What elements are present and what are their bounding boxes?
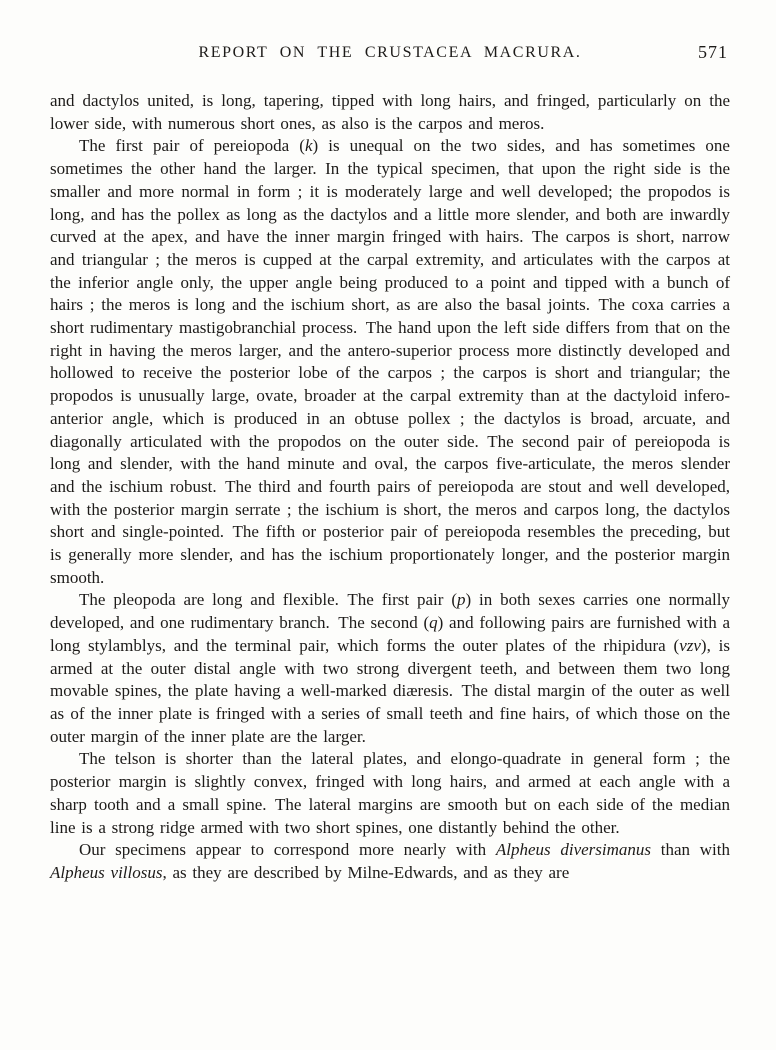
- text-run: and dactylos united, is long, tapering, tipped with long hairs, and fringed, particularly on the lower side, with numerous short ones, as also is the carpos and meros.: [50, 91, 730, 133]
- italic-text-run: vzv: [679, 635, 701, 655]
- text-run: ) in both sexes carries one normally developed, and one rudimentary branch. The second (: [50, 590, 730, 633]
- text-run: , as they are described by Milne-Edwards, and as they are: [162, 862, 570, 882]
- text-run: than with: [651, 840, 730, 860]
- text-run: ), is armed at the outer distal angle with two strong divergent teeth, and between them two long movable spines, the plate having a well-marked diæresis. The distal margin of the outer as well as of the inner plate is fringed with a series of small teeth and fine hairs, of which those on the outer margin of the inner plate are the larger.: [50, 635, 731, 746]
- page-body: [50, 90, 730, 885]
- text-run: The pleopoda are long and flexible. The first pair (: [79, 590, 457, 610]
- text-run: Our specimens appear to correspond more nearly with: [79, 840, 496, 860]
- italic-text-run: k: [304, 136, 313, 156]
- text-run: The telson is shorter than the lateral plates, and elongo-quadrate in general form ; the posterior margin is slightly convex, fringed with long hairs, and armed at each angle with a sharp tooth and a small spine. The lateral margins are smooth but on each side of the median line is a strong ridge armed with two short spines, one distantly behind the other.: [50, 749, 730, 837]
- paragraph: [50, 135, 730, 589]
- page-number: 571: [698, 42, 728, 62]
- italic-text-run: q: [429, 613, 438, 633]
- italic-text-run: Alpheus villosus: [50, 862, 163, 882]
- paragraph: [50, 90, 730, 135]
- running-title: REPORT ON THE CRUSTACEA MACRURA.: [198, 44, 582, 61]
- italic-text-run: Alpheus diversimanus: [495, 840, 652, 860]
- paragraph: [50, 589, 730, 748]
- italic-text-run: p: [456, 590, 466, 610]
- text-run: The first pair of pereiopoda (: [79, 136, 305, 156]
- text-run: ) and following pairs are furnished with a long stylamblys, and the terminal pair, which forms the outer plates of the rhipidura (: [50, 613, 730, 655]
- text-run: ) is unequal on the two sides, and has sometimes one sometimes the other hand the larger. In the typical specimen, that upon the right side is the smaller and more normal in form ; it is moderately large and well developed; the propodos is long, and has the pollex as long as the dactylos and a little more slender, and both are inwardly curved at the apex, and have the inner margin fringed with hairs. The carpos is short, narrow and triangular ; the meros is cupped at the carpal extremity, and articulates with the carpos at the inferior angle only, the upper angle being produced to a point and tipped with a bunch of hairs ; the meros is long and the ischium short, as are also the basal joints. The coxa carries a short rudimentary mastigobranchial process. The hand upon the left side differs from that on the right in having the meros larger, and the antero-superior process more distinctly developed and hollowed to receive the posterior lobe of the carpos ; the carpos is short and triangular; the propodos is unusually large, ovate, broader at the carpal extremity than at the dactyloid infero-anterior angle, which is produced in an obtuse pollex ; the dactylos is broad, arcuate, and diagonally articulated with the propodos on the outer side. The second pair of pereiopoda is long and slender, with the hand minute and oval, the carpos five-articulate, the meros slender and the ischium robust. The third and fourth pairs of pereiopoda are stout and well developed, with the posterior margin serrate ; the ischium is short, the meros and carpos long, the dactylos short and single-pointed. The fifth or posterior pair of pereiopoda resembles the preceding, but is generally more slender, and has the ischium proportionately longer, and the posterior margin smooth.: [50, 136, 730, 587]
- paragraph: [50, 839, 730, 884]
- paragraph: [50, 748, 730, 839]
- page-header: [50, 44, 730, 66]
